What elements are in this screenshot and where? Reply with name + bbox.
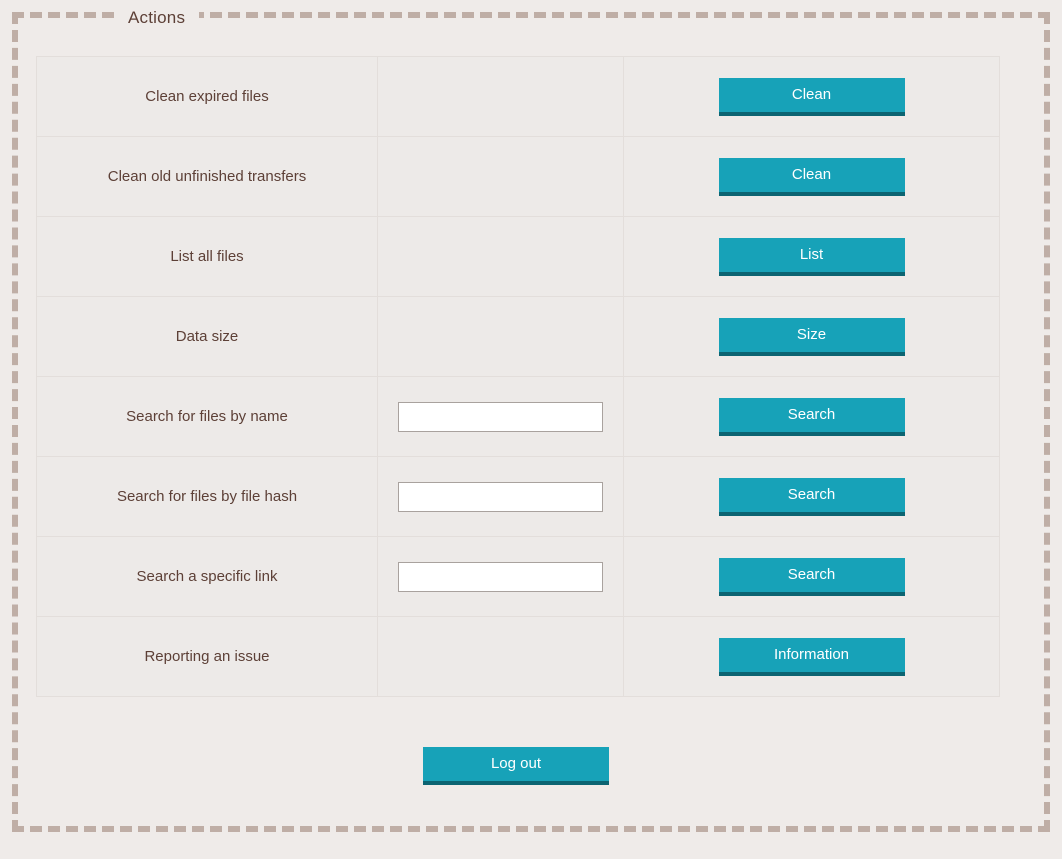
table-row bbox=[37, 297, 1000, 377]
row-input-cell bbox=[378, 457, 624, 537]
row-action-cell bbox=[624, 457, 1000, 537]
table-row bbox=[37, 377, 1000, 457]
row-input-cell bbox=[378, 217, 624, 297]
row-label-cell bbox=[37, 457, 378, 537]
reporting-issue-information-button[interactable]: Information bbox=[719, 638, 905, 676]
action-label: Search for files by file hash bbox=[116, 487, 298, 505]
table-row bbox=[37, 217, 1000, 297]
search-by-hash-button[interactable]: Search bbox=[719, 478, 905, 516]
row-label-cell bbox=[37, 297, 378, 377]
clean-expired-files-button[interactable]: Clean bbox=[719, 78, 905, 116]
row-action-cell bbox=[624, 57, 1000, 137]
row-label-cell bbox=[37, 377, 378, 457]
table-row bbox=[37, 537, 1000, 617]
action-label: Reporting an issue bbox=[144, 647, 270, 665]
table-row bbox=[37, 617, 1000, 697]
clean-old-transfers-button[interactable]: Clean bbox=[719, 158, 905, 196]
logout-container bbox=[36, 747, 996, 785]
row-action-cell bbox=[624, 137, 1000, 217]
search-by-name-input[interactable] bbox=[398, 402, 603, 432]
table-row bbox=[37, 457, 1000, 537]
action-label: Clean old unfinished transfers bbox=[107, 167, 307, 185]
action-label: Clean expired files bbox=[145, 87, 269, 105]
data-size-button[interactable]: Size bbox=[719, 318, 905, 356]
row-input-cell bbox=[378, 57, 624, 137]
log-out-button[interactable]: Log out bbox=[423, 747, 609, 785]
row-action-cell bbox=[624, 537, 1000, 617]
row-label-cell bbox=[37, 137, 378, 217]
row-action-cell bbox=[624, 297, 1000, 377]
row-input-cell bbox=[378, 537, 624, 617]
row-input-cell bbox=[378, 377, 624, 457]
row-label-cell bbox=[37, 537, 378, 617]
actions-table-body bbox=[37, 57, 1000, 697]
row-label-cell bbox=[37, 617, 378, 697]
row-action-cell bbox=[624, 217, 1000, 297]
row-action-cell bbox=[624, 377, 1000, 457]
actions-table bbox=[36, 56, 1000, 697]
row-action-cell bbox=[624, 617, 1000, 697]
search-by-name-button[interactable]: Search bbox=[719, 398, 905, 436]
row-input-cell bbox=[378, 297, 624, 377]
page-title: Actions bbox=[114, 8, 199, 28]
row-label-cell bbox=[37, 57, 378, 137]
action-label: Data size bbox=[175, 327, 239, 345]
row-input-cell bbox=[378, 137, 624, 217]
action-label: List all files bbox=[170, 247, 244, 265]
list-all-files-button[interactable]: List bbox=[719, 238, 905, 276]
row-input-cell bbox=[378, 617, 624, 697]
search-specific-link-input[interactable] bbox=[398, 562, 603, 592]
table-row bbox=[37, 57, 1000, 137]
row-label-cell bbox=[37, 217, 378, 297]
action-label: Search for files by name bbox=[126, 407, 288, 425]
table-row bbox=[37, 137, 1000, 217]
search-specific-link-button[interactable]: Search bbox=[719, 558, 905, 596]
search-by-hash-input[interactable] bbox=[398, 482, 603, 512]
action-label: Search a specific link bbox=[136, 567, 278, 585]
